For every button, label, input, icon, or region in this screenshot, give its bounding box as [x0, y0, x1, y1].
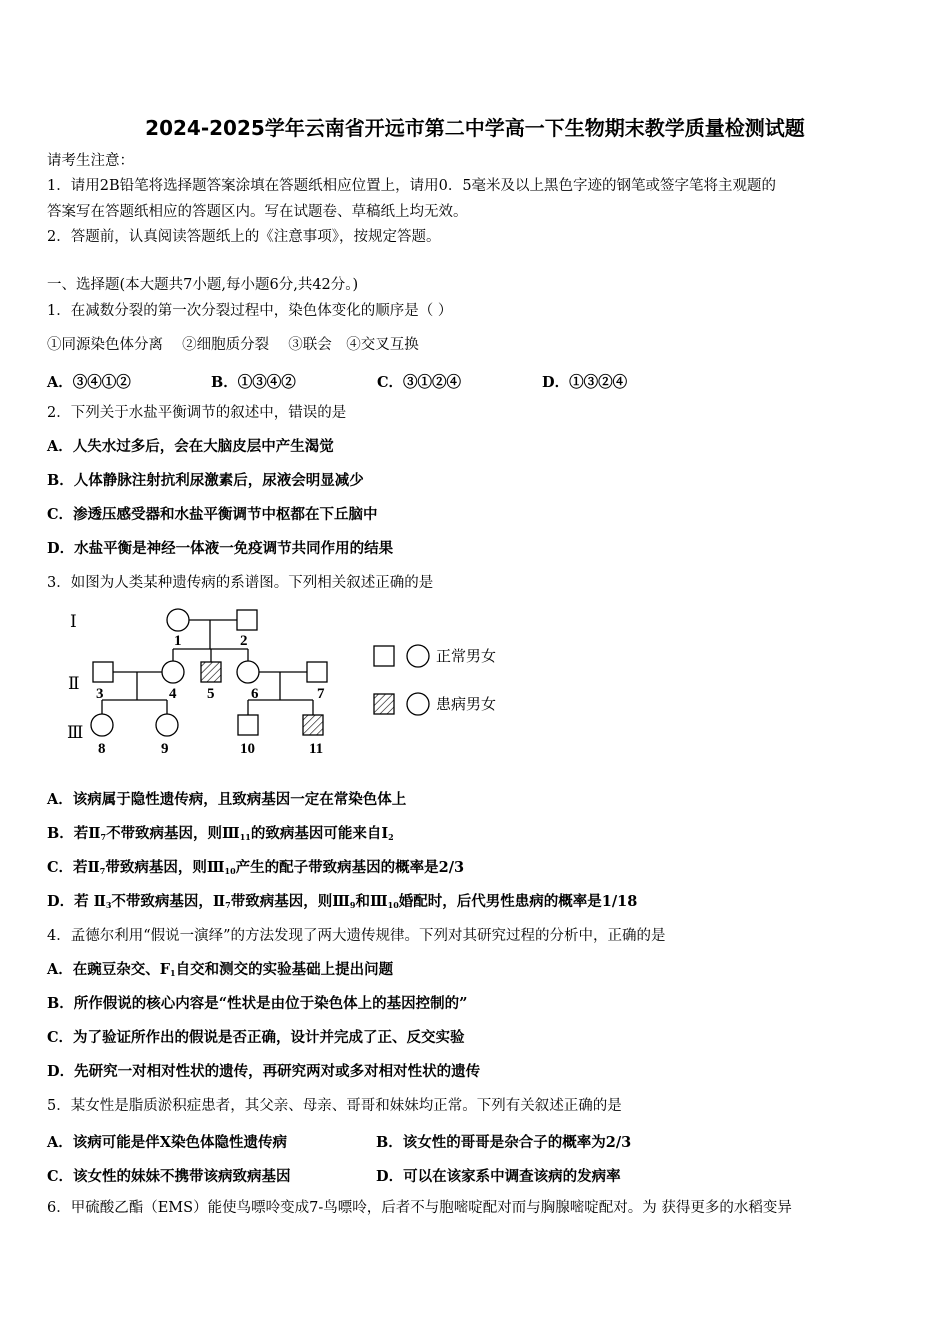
q5-option-a: A．该病可能是伴X染色体隐性遗传病: [47, 1134, 287, 1151]
individual-4: [162, 661, 184, 683]
id-label-6: 6: [251, 686, 259, 702]
individual-2: [237, 610, 257, 630]
q4-option-d: D．先研究一对相对性状的遗传，再研究两对或多对相对性状的遗传: [47, 1063, 481, 1080]
id-label-1: 1: [174, 633, 182, 649]
id-label-9: 9: [161, 741, 169, 757]
q1-option-b: B．①③④②: [211, 374, 296, 391]
individual-5: [201, 662, 221, 682]
id-label-4: 4: [169, 686, 177, 702]
q5-option-d: D．可以在该家系中调查该病的发病率: [376, 1168, 621, 1185]
section-heading: 一、选择题(本大题共7小题,每小题6分,共42分。): [47, 277, 359, 293]
notice-heading: 请考生注意：: [47, 153, 134, 169]
individual-6: [237, 661, 259, 683]
individual-8: [91, 714, 113, 736]
gen-label-3: Ⅲ: [67, 723, 84, 742]
q5-stem: 5．某女性是脂质淤积症患者，其父亲、母亲、哥哥和妹妹均正常。下列有关叙述正确的是: [47, 1098, 622, 1114]
legend-affected-male: [374, 694, 394, 714]
legend-normal-female: [407, 645, 429, 667]
q1-option-d: D．①③②④: [542, 374, 628, 391]
page-title: 2024-2025学年云南省开远市第二中学高一下生物期末教学质量检测试题: [145, 116, 805, 140]
q1-stem: 1．在减数分裂的第一次分裂过程中，染色体变化的顺序是（ ）: [47, 303, 453, 319]
id-label-2: 2: [240, 633, 248, 649]
q2-option-b: B．人体静脉注射抗利尿激素后，尿液会明显减少: [47, 472, 364, 489]
individual-1: [167, 609, 189, 631]
notice-line-1b: 答案写在答题纸相应的答题区内。写在试题卷、草稿纸上均无效。: [47, 204, 468, 220]
q4-option-c: C．为了验证所作出的假说是否正确，设计并完成了正、反交实验: [47, 1029, 465, 1046]
legend-normal-male: [374, 646, 394, 666]
q2-option-a: A．人失水过多后，会在大脑皮层中产生渴觉: [47, 438, 334, 455]
q4-stem: 4．孟德尔利用“假说一演绎”的方法发现了两大遗传规律。下列对其研究过程的分析中，正确的是: [47, 928, 666, 944]
q5-option-b: B．该女性的哥哥是杂合子的概率为2/3: [376, 1134, 632, 1151]
q3-option-c: C．若$Ⅱ_7$带致病基因，则$Ⅲ_{10}$产生的配子带致病基因的概率是2/3: [47, 859, 465, 876]
q1-items: ①同源染色体分离 ②细胞质分裂 ③联会 ④交叉互换: [47, 337, 419, 353]
pedigree-chart: [55, 600, 525, 770]
individual-10: [238, 715, 258, 735]
id-label-8: 8: [98, 741, 106, 757]
q6-stem: 6．甲硫酸乙酯（EMS）能使鸟嘌呤变成7-鸟嘌呤，后者不与胞嘧啶配对而与胸腺嘧啶配对。为 获得更多的水稻变异: [47, 1200, 792, 1216]
gen-label-2: Ⅱ: [68, 674, 80, 693]
notice-line-2: 2．答题前，认真阅读答题纸上的《注意事项》，按规定答题。: [47, 229, 441, 245]
q1-option-c: C．③①②④: [377, 374, 462, 391]
individual-7: [307, 662, 327, 682]
q2-option-d: D．水盐平衡是神经一体液一免疫调节共同作用的结果: [47, 540, 394, 557]
legend-affected-label: 患病男女: [436, 697, 497, 713]
q2-stem: 2．下列关于水盐平衡调节的叙述中，错误的是: [47, 405, 347, 421]
legend-normal-label: 正常男女: [436, 649, 497, 665]
q2-option-c: C．渗透压感受器和水盐平衡调节中枢都在下丘脑中: [47, 506, 378, 523]
individual-3: [93, 662, 113, 682]
q3-option-d: D．若 $Ⅱ_3$不带致病基因，$Ⅱ_7$带致病基因，则$Ⅲ_9$和$Ⅲ_{10}$婚配时，后代男性患病的概率是1/18: [47, 893, 638, 910]
q1-option-a: A．③④①②: [47, 374, 131, 391]
q3-option-b: B．若$Ⅱ_7$不带致病基因，则$Ⅲ_{11}$的致病基因可能来自$Ⅰ_2$: [47, 825, 394, 842]
id-label-3: 3: [96, 686, 104, 702]
q5-option-c: C．该女性的妹妹不携带该病致病基因: [47, 1168, 291, 1185]
gen-label-1: Ⅰ: [70, 612, 77, 631]
id-label-7: 7: [317, 686, 325, 702]
q3-option-a: A．该病属于隐性遗传病，且致病基因一定在常染色体上: [47, 791, 407, 808]
legend-affected-female: [407, 693, 429, 715]
individual-9: [156, 714, 178, 736]
notice-line-1a: 1．请用2B铅笔将选择题答案涂填在答题纸相应位置上，请用0．5毫米及以上黑色字迹的钢笔或签字笔将主观题的: [47, 178, 777, 194]
q4-option-b: B．所作假说的核心内容是“性状是由位于染色体上的基因控制的”: [47, 995, 468, 1012]
q3-stem: 3．如图为人类某种遗传病的系谱图。下列相关叙述正确的是: [47, 575, 434, 591]
id-label-11: 11: [309, 741, 324, 757]
individual-11: [303, 715, 323, 735]
id-label-5: 5: [207, 686, 215, 702]
q4-option-a: A．在豌豆杂交、$F_1$自交和测交的实验基础上提出问题: [47, 961, 394, 978]
id-label-10: 10: [240, 741, 255, 757]
